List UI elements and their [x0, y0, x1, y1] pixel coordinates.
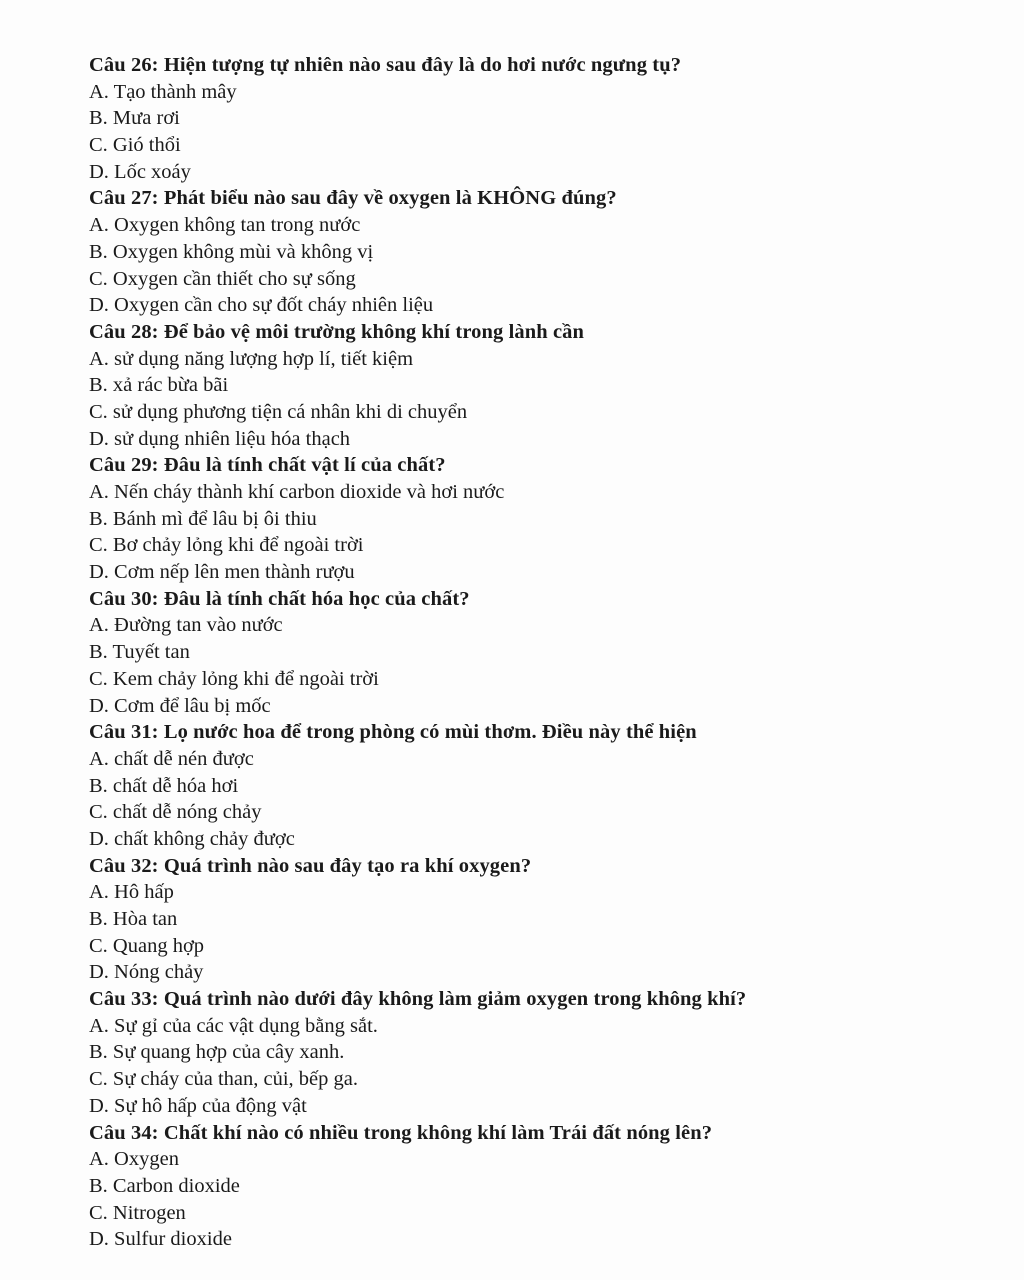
question-32	[89, 853, 989, 986]
option-c: C. Nitrogen	[89, 1201, 186, 1224]
question-30	[89, 586, 989, 719]
option-a: A. Oxygen	[89, 1148, 179, 1171]
option-b: B. Oxygen không mùi và không vị	[89, 240, 374, 263]
option-b: B. Hòa tan	[89, 908, 178, 930]
option-c: C. chất dễ nóng chảy	[89, 801, 262, 824]
question-31	[89, 719, 989, 852]
option-c: C. Quang hợp	[89, 934, 205, 957]
option-c: C. sử dụng phương tiện cá nhân khi di chuyển	[89, 400, 468, 423]
option-a: A. Tạo thành mây	[89, 80, 237, 103]
option-b: B. xả rác bừa bãi	[89, 374, 229, 397]
option-b: B. Mưa rơi	[89, 107, 180, 130]
option-list	[89, 212, 989, 319]
question-title: Câu 33: Quá trình nào dưới đây không làm giảm oxygen trong không khí?	[89, 988, 747, 1011]
question-28	[89, 319, 989, 452]
question-title: Câu 34: Chất khí nào có nhiều trong không khí làm Trái đất nóng lên?	[89, 1121, 713, 1144]
option-a: A. Sự gỉ của các vật dụng bằng sắt.	[89, 1014, 378, 1037]
question-title: Câu 29: Đâu là tính chất vật lí của chất?	[89, 454, 446, 477]
option-b: B. Sự quang hợp của cây xanh.	[89, 1041, 345, 1064]
question-29	[89, 452, 989, 585]
option-d: D. Cơm nếp lên men thành rượu	[89, 561, 355, 584]
question-title: Câu 31: Lọ nước hoa để trong phòng có mùi thơm. Điều này thể hiện	[89, 721, 697, 744]
option-c: C. Bơ chảy lỏng khi để ngoài trời	[89, 534, 364, 557]
question-34	[89, 1120, 989, 1253]
option-a: A. Hô hấp	[89, 881, 174, 904]
option-list	[89, 746, 989, 853]
question-title: Câu 27: Phát biểu nào sau đây về oxygen là KHÔNG đúng?	[89, 187, 617, 210]
option-c: C. Oxygen cần thiết cho sự sống	[89, 267, 356, 290]
question-title: Câu 30: Đâu là tính chất hóa học của chất?	[89, 587, 470, 610]
question-title: Câu 26: Hiện tượng tự nhiên nào sau đây là do hơi nước ngưng tụ?	[89, 54, 682, 76]
option-d: D. sử dụng nhiên liệu hóa thạch	[89, 427, 351, 450]
option-list	[89, 1146, 989, 1253]
question-33	[89, 986, 989, 1119]
option-list	[89, 879, 989, 986]
option-c: C. Sự cháy của than, củi, bếp ga.	[89, 1068, 358, 1091]
option-b: B. Carbon dioxide	[89, 1174, 240, 1197]
option-list	[89, 79, 989, 186]
option-b: B. Tuyết tan	[89, 641, 190, 664]
option-d: D. Cơm để lâu bị mốc	[89, 694, 271, 717]
question-title: Câu 28: Để bảo vệ môi trường không khí trong lành cần	[89, 320, 585, 343]
option-d: D. Sự hô hấp của động vật	[89, 1094, 307, 1117]
option-d: D. Sulfur dioxide	[89, 1228, 232, 1251]
option-list	[89, 479, 989, 586]
option-b: B. chất dễ hóa hơi	[89, 774, 239, 797]
option-c: C. Gió thổi	[89, 134, 181, 157]
option-a: A. Oxygen không tan trong nước	[89, 214, 361, 237]
question-title: Câu 32: Quá trình nào sau đây tạo ra khí oxygen?	[89, 854, 532, 877]
option-a: A. Đường tan vào nước	[89, 614, 283, 637]
option-d: D. Lốc xoáy	[89, 160, 191, 183]
option-list	[89, 346, 989, 453]
option-c: C. Kem chảy lỏng khi để ngoài trời	[89, 667, 379, 690]
option-a: A. Nến cháy thành khí carbon dioxide và hơi nước	[89, 481, 505, 503]
option-a: A. chất dễ nén được	[89, 747, 254, 770]
option-a: A. sử dụng năng lượng hợp lí, tiết kiệm	[89, 347, 414, 370]
option-d: D. Oxygen cần cho sự đốt cháy nhiên liệu	[89, 294, 434, 317]
question-sheet	[89, 52, 989, 1253]
question-26	[89, 52, 989, 185]
option-b: B. Bánh mì để lâu bị ôi thiu	[89, 507, 317, 530]
option-d: D. Nóng chảy	[89, 961, 204, 984]
option-list	[89, 612, 989, 719]
option-d: D. chất không chảy được	[89, 827, 295, 850]
question-27	[89, 185, 989, 318]
option-list	[89, 1013, 989, 1120]
